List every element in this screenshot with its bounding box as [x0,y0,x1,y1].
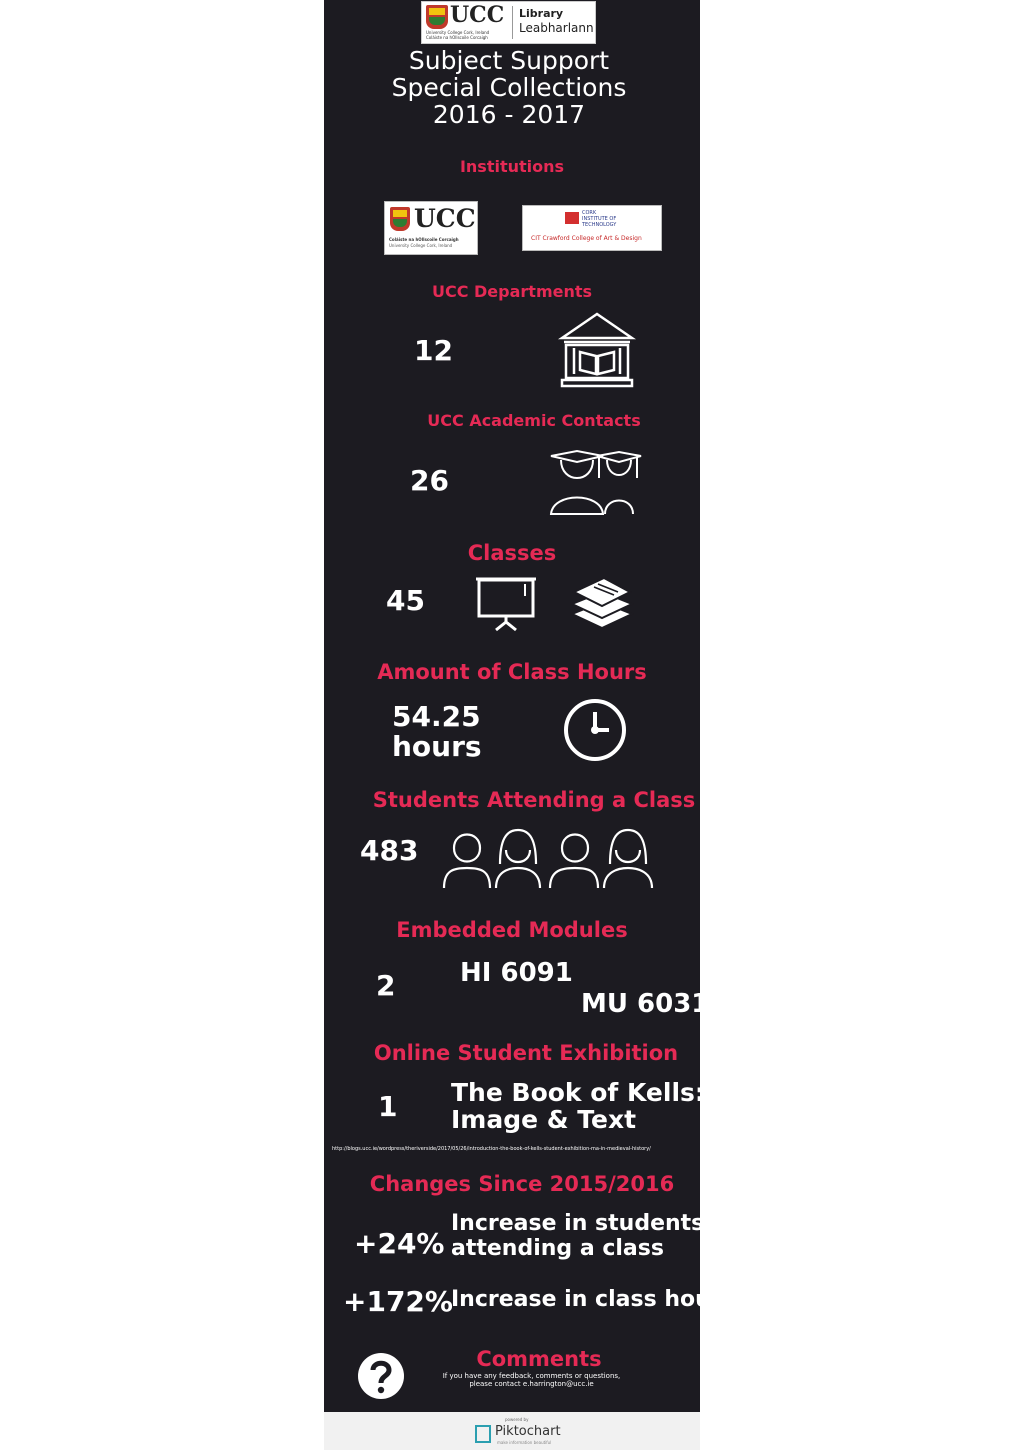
comments-line-2: please contact e.harrington@ucc.ie [469,1380,594,1388]
title-line-2: Special Collections [391,73,627,102]
page-title [324,47,694,128]
module-item-2: MU 6031 [581,989,710,1019]
comments-line-1: If you have any feedback, comments or questions, [442,1372,621,1380]
ucc-institution-logo [384,201,478,255]
contacts-value: 26 [410,464,449,497]
piktochart-brand: Piktochart [495,1424,561,1439]
clock-icon [563,698,627,762]
infographic-panel [324,0,735,1412]
ucc-logo-subtitle-irish: Coláiste na hOllscoile Corcaigh [426,35,488,40]
modules-value: 2 [376,969,396,1002]
classes-value: 45 [386,584,425,617]
exhibition-link[interactable]: http://blogs.ucc.ie/wordpress/theriverside/2017/05/26/introduction-the-book-of-kells-student-exhibition-ma-in-medieval-history/ [332,1146,651,1152]
ucc-crest-icon [426,5,448,29]
logo-divider [512,6,513,39]
library-label-irish: Leabharlann [519,21,594,35]
cit-name-line-1: CORK [582,210,597,216]
classes-heading: Classes [467,541,557,565]
piktochart-logo-icon [475,1425,491,1443]
ucc-logo-text: UCC [450,2,505,28]
comments-heading: Comments [476,1347,602,1371]
class-hours-heading: Amount of Class Hours [377,660,647,684]
ucc-logo-subtitle: University College Cork, Ireland [426,30,490,35]
people-group-icon [442,826,662,890]
cit-name-line-3: TECHNOLOGY [582,222,617,228]
title-line-3: 2016 - 2017 [432,100,586,129]
institutions-heading: Institutions [459,157,565,176]
ucc-institution-sub2: University College Cork, Ireland [389,243,453,248]
question-mark-icon [357,1352,405,1400]
ucc-institution-sub1: Coláiste na hOllscoile Corcaigh [389,237,459,242]
change-label-hours: Increase in class hours [451,1287,735,1312]
book-stack-icon [570,574,636,632]
departments-heading: UCC Departments [431,282,593,301]
library-label: Library [519,7,564,20]
modules-heading: Embedded Modules [396,918,628,942]
change-label-students-line-1: Increase in students [451,1211,705,1236]
exhibition-value: 1 [378,1090,398,1123]
change-value-students: +24% [354,1227,445,1260]
powered-by-label: powered by [505,1417,529,1422]
contacts-heading: UCC Academic Contacts [427,411,641,430]
title-line-1: Subject Support [408,46,610,75]
exhibition-heading: Online Student Exhibition [373,1041,679,1065]
ucc-institution-name: UCC [414,204,476,233]
exhibition-title-line-2: Image & Text [451,1105,637,1134]
cit-name-line-2: INSTITUTE OF [582,216,617,222]
cit-caption: CIT Crawford College of Art & Design [531,235,642,242]
piktochart-tagline: make information beautiful [497,1440,552,1445]
departments-value: 12 [414,334,453,367]
piktochart-footer [324,1412,700,1450]
cit-institution-logo [522,205,662,251]
students-heading: Students Attending a Class [372,788,696,812]
graduates-icon [549,450,643,516]
comments-text [419,1372,644,1388]
change-label-students-line-2: attending a class [451,1236,664,1261]
module-item-1: HI 6091 [460,958,573,988]
change-value-hours: +172% [343,1285,453,1318]
class-hours-value: 54.25 [392,700,481,733]
ucc-library-logo [421,1,596,44]
changes-heading: Changes Since 2015/2016 [369,1172,675,1196]
exhibition-title-line-1: The Book of Kells: [451,1078,705,1107]
projector-screen-icon [474,576,538,632]
students-value: 483 [360,834,419,867]
class-hours-unit: hours [392,730,482,763]
ucc-crest-icon [390,207,410,231]
cit-emblem-icon [565,212,579,224]
library-building-icon [560,312,634,388]
